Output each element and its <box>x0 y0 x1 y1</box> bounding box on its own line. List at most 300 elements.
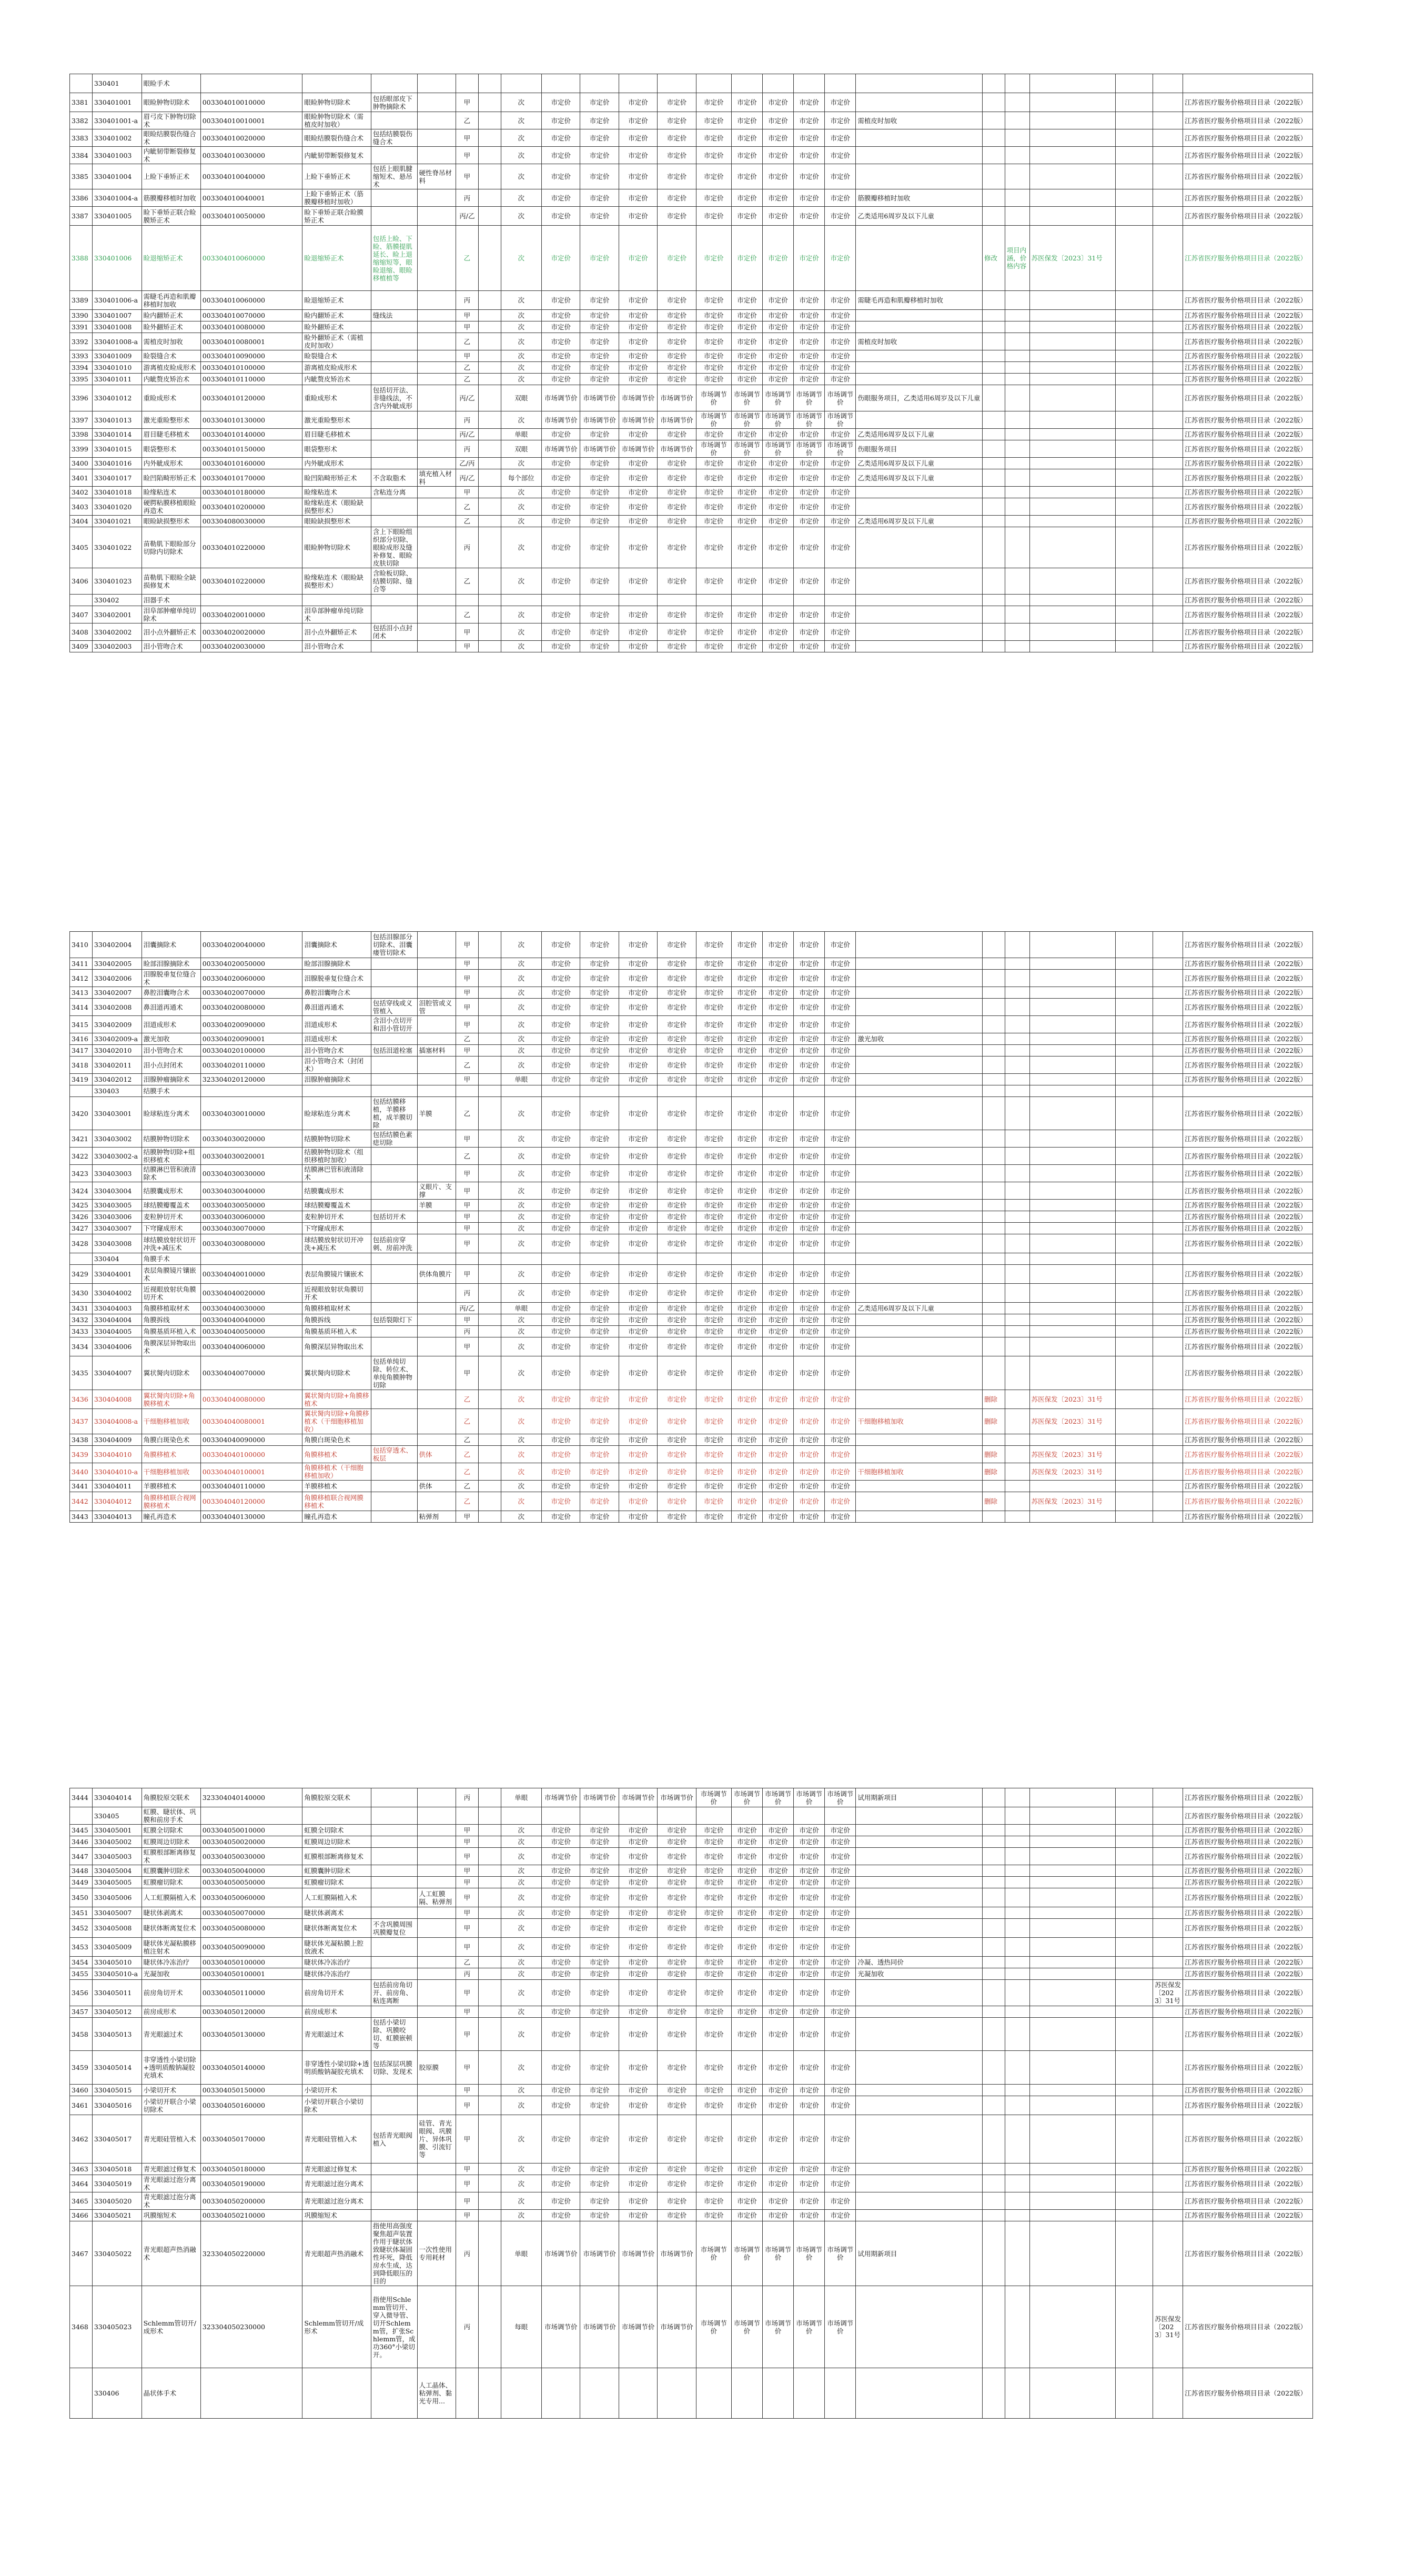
cell-national-code: 003304010200000 <box>200 498 302 516</box>
cell-sub <box>478 2006 501 2018</box>
cell-excluded <box>417 970 456 987</box>
cell-price-i: 市定价 <box>825 1957 856 1968</box>
cell-price-e: 市定价 <box>696 291 731 310</box>
cell-change-content <box>1005 1097 1029 1130</box>
cell-price-c: 市定价 <box>619 207 657 226</box>
table-row <box>70 1314 1313 1326</box>
cell-change <box>982 2018 1005 2051</box>
table-row <box>70 1807 1313 1825</box>
cell-price-h <box>794 74 825 93</box>
cell-price-d <box>658 1085 696 1097</box>
cell-price-b: 市定价 <box>580 2085 619 2096</box>
cell-price-i: 市定价 <box>825 2006 856 2018</box>
cell-extra-b <box>1153 1390 1183 1409</box>
cell-change-content <box>1005 1182 1029 1200</box>
cell-extra-b <box>1153 1434 1183 1446</box>
cell-price-d: 市定价 <box>658 1463 696 1481</box>
cell-document <box>1029 2221 1115 2286</box>
cell-price-b: 市定价 <box>580 623 619 641</box>
cell-price-d <box>658 2368 696 2419</box>
cell-price-a: 市定价 <box>542 469 580 487</box>
cell-price-f: 市定价 <box>731 1957 762 1968</box>
cell-catalog-note: 江苏省医疗服务价格项目目录（2022版） <box>1183 527 1313 568</box>
cell-document <box>1029 1016 1115 1033</box>
cell-sub <box>478 527 501 568</box>
cell-price-d: 市场调节价 <box>658 440 696 458</box>
cell-price-h: 市定价 <box>794 350 825 362</box>
cell-finance-name: 需植皮时加收 <box>142 333 200 350</box>
cell-unit <box>501 1253 541 1265</box>
cell-category <box>456 74 478 93</box>
cell-price-d: 市定价 <box>658 1492 696 1511</box>
cell-change-content <box>1005 385 1029 411</box>
cell-document <box>1029 1980 1115 2006</box>
cell-price-d: 市定价 <box>658 1848 696 1865</box>
cell-change <box>982 623 1005 641</box>
cell-national-code: 003304010110000 <box>200 374 302 385</box>
cell-price-f: 市定价 <box>731 1481 762 1492</box>
cell-price-h: 市场调节价 <box>794 2221 825 2286</box>
cell-category: 乙 <box>456 362 478 374</box>
cell-price-f: 市定价 <box>731 1223 762 1234</box>
cell-price-b: 市定价 <box>580 2175 619 2192</box>
cell-extra-a <box>1115 207 1153 226</box>
cell-price-c: 市定价 <box>619 2006 657 2018</box>
cell-price-b <box>580 1807 619 1825</box>
cell-price-i: 市定价 <box>825 1045 856 1056</box>
cell-extra-b <box>1153 1492 1183 1511</box>
cell-price-g: 市场调节价 <box>763 2286 794 2368</box>
cell-seq: 3397 <box>70 411 93 429</box>
cell-change-content <box>1005 2085 1029 2096</box>
cell-sub <box>478 1097 501 1130</box>
cell-change <box>982 1825 1005 1836</box>
cell-unit: 单眼 <box>501 429 541 440</box>
cell-extra-a <box>1115 1130 1153 1148</box>
cell-extra-a <box>1115 2006 1153 2018</box>
cell-price-h: 市定价 <box>794 291 825 310</box>
cell-document <box>1029 2210 1115 2221</box>
cell-sub <box>478 411 501 429</box>
cell-price-h: 市定价 <box>794 1492 825 1511</box>
cell-content <box>371 1303 417 1314</box>
cell-price-c: 市定价 <box>619 1511 657 1523</box>
cell-price-c: 市定价 <box>619 1223 657 1234</box>
cell-sub <box>478 321 501 333</box>
cell-price-h: 市场调节价 <box>794 2286 825 2368</box>
cell-excluded <box>417 321 456 333</box>
cell-extra-b <box>1153 2115 1183 2164</box>
cell-content: 含睑板切除、结膜切除、缝合等 <box>371 568 417 595</box>
cell-price-h: 市定价 <box>794 1848 825 1865</box>
cell-finance-name: 角膜移植联合视网膜移植术 <box>142 1492 200 1511</box>
cell-national-code: 003304020060000 <box>200 970 302 987</box>
cell-content <box>371 1337 417 1356</box>
cell-price-e: 市定价 <box>696 1056 731 1074</box>
cell-extra-a <box>1115 1056 1153 1074</box>
cell-price-a: 市定价 <box>542 1211 580 1223</box>
cell-price-d: 市定价 <box>658 321 696 333</box>
cell-seq: 3455 <box>70 1968 93 1980</box>
cell-sub <box>478 1085 501 1097</box>
cell-category: 甲 <box>456 1907 478 1919</box>
cell-price-d: 市定价 <box>658 1836 696 1848</box>
cell-price-g: 市定价 <box>763 1511 794 1523</box>
table-row <box>70 2368 1313 2419</box>
table-row <box>70 2115 1313 2164</box>
cell-category: 乙 <box>456 498 478 516</box>
cell-price-i: 市定价 <box>825 1888 856 1907</box>
cell-catalog-note: 江苏省医疗服务价格项目目录（2022版） <box>1183 429 1313 440</box>
cell-price-g: 市定价 <box>763 1968 794 1980</box>
cell-finance-name: 虹膜瘤切除术 <box>142 1877 200 1888</box>
cell-document: 苏医保发〔2023〕31号 <box>1029 226 1115 291</box>
cell-price-i <box>825 595 856 606</box>
cell-code: 330404005 <box>92 1326 142 1337</box>
cell-national-name: 泪腺肿瘤摘除术 <box>302 1074 371 1085</box>
cell-document <box>1029 527 1115 568</box>
cell-sub <box>478 641 501 652</box>
cell-price-h: 市定价 <box>794 987 825 999</box>
cell-price-a: 市定价 <box>542 1182 580 1200</box>
cell-category: 丙 <box>456 291 478 310</box>
cell-price-e: 市定价 <box>696 1148 731 1165</box>
cell-seq: 3448 <box>70 1865 93 1877</box>
cell-code: 330401016 <box>92 458 142 469</box>
cell-price-i: 市定价 <box>825 1968 856 1980</box>
cell-extra-a <box>1115 291 1153 310</box>
cell-code: 330401020 <box>92 498 142 516</box>
table-row <box>70 1492 1313 1511</box>
cell-price-b: 市定价 <box>580 207 619 226</box>
cell-excluded <box>417 1919 456 1938</box>
cell-price-b <box>580 1253 619 1265</box>
cell-price-a: 市定价 <box>542 1337 580 1356</box>
cell-content <box>371 333 417 350</box>
cell-price-g: 市定价 <box>763 623 794 641</box>
cell-extra-a <box>1115 1836 1153 1848</box>
cell-seq: 3381 <box>70 93 93 112</box>
cell-price-f: 市定价 <box>731 999 762 1016</box>
cell-code: 330402001 <box>92 606 142 623</box>
cell-national-name: 眼袋整形术 <box>302 440 371 458</box>
cell-price-e: 市定价 <box>696 1045 731 1056</box>
cell-catalog-note: 江苏省医疗服务价格项目目录（2022版） <box>1183 189 1313 207</box>
cell-price-c: 市定价 <box>619 958 657 970</box>
cell-price-c: 市定价 <box>619 1165 657 1182</box>
cell-price-c: 市定价 <box>619 2115 657 2164</box>
cell-national-code: 003304040120000 <box>200 1492 302 1511</box>
cell-price-c: 市定价 <box>619 2192 657 2210</box>
cell-extra-b <box>1153 1085 1183 1097</box>
table-row <box>70 1980 1313 2006</box>
cell-remark: 乙类适用6周岁及以下儿童 <box>856 516 983 527</box>
cell-remark <box>856 527 983 568</box>
cell-change-content <box>1005 970 1029 987</box>
cell-price-g: 市定价 <box>763 207 794 226</box>
cell-price-c <box>619 2368 657 2419</box>
cell-national-name: 睑缘粘连术（眼睑缺损整形术） <box>302 568 371 595</box>
cell-price-g: 市定价 <box>763 1938 794 1957</box>
cell-document <box>1029 469 1115 487</box>
cell-price-g: 市场调节价 <box>763 440 794 458</box>
cell-remark <box>856 999 983 1016</box>
cell-content: 含泪小点切开和泪小管切开 <box>371 1016 417 1033</box>
cell-document <box>1029 333 1115 350</box>
cell-catalog-note: 江苏省医疗服务价格项目目录（2022版） <box>1183 207 1313 226</box>
cell-content: 包括前房角切开、前房角、粘连离断 <box>371 1980 417 2006</box>
cell-price-i: 市定价 <box>825 1303 856 1314</box>
cell-price-f: 市定价 <box>731 1980 762 2006</box>
cell-national-code: 003304010140000 <box>200 429 302 440</box>
cell-unit: 次 <box>501 1409 541 1434</box>
cell-seq: 3425 <box>70 1200 93 1211</box>
cell-price-b: 市定价 <box>580 1957 619 1968</box>
table-row <box>70 333 1313 350</box>
cell-category: 乙 <box>456 226 478 291</box>
cell-code: 330404 <box>92 1253 142 1265</box>
cell-catalog-note: 江苏省医疗服务价格项目目录（2022版） <box>1183 1492 1313 1511</box>
cell-price-a: 市定价 <box>542 1409 580 1434</box>
table-row <box>70 1836 1313 1848</box>
cell-price-g: 市场调节价 <box>763 385 794 411</box>
cell-catalog-note: 江苏省医疗服务价格项目目录（2022版） <box>1183 1865 1313 1877</box>
table-row <box>70 207 1313 226</box>
table-row <box>70 129 1313 147</box>
cell-excluded <box>417 2164 456 2175</box>
cell-code: 330406 <box>92 2368 142 2419</box>
cell-price-e: 市定价 <box>696 1074 731 1085</box>
cell-price-a: 市定价 <box>542 2192 580 2210</box>
cell-document: 苏医保发〔2023〕31号 <box>1029 1463 1115 1481</box>
cell-finance-name: 泪小点封闭术 <box>142 1056 200 1074</box>
cell-price-a: 市定价 <box>542 1957 580 1968</box>
cell-price-f: 市定价 <box>731 321 762 333</box>
cell-excluded <box>417 2006 456 2018</box>
cell-national-code: 003304040110000 <box>200 1481 302 1492</box>
cell-category: 乙 <box>456 606 478 623</box>
cell-national-name: 上睑下垂矫正术（筋膜瓣移植时加收） <box>302 189 371 207</box>
cell-change-content <box>1005 1957 1029 1968</box>
cell-extra-b <box>1153 568 1183 595</box>
cell-unit: 次 <box>501 129 541 147</box>
cell-content: 包括上睑、下睑、筋膜提肌延长、睑上退缩缩短等，眼睑退缩、眼睑移植植等 <box>371 226 417 291</box>
catalog-table <box>69 74 1313 652</box>
cell-content <box>371 641 417 652</box>
cell-extra-a <box>1115 1356 1153 1390</box>
cell-code: 330401003 <box>92 147 142 164</box>
cell-price-h: 市定价 <box>794 1907 825 1919</box>
cell-change <box>982 1957 1005 1968</box>
cell-price-f: 市定价 <box>731 2115 762 2164</box>
cell-unit: 次 <box>501 1016 541 1033</box>
cell-content: 包括穿线或义管植入 <box>371 999 417 1016</box>
cell-sub <box>478 1848 501 1865</box>
cell-unit: 次 <box>501 487 541 498</box>
cell-code: 330402007 <box>92 987 142 999</box>
cell-category: 甲 <box>456 2051 478 2085</box>
cell-finance-name: 瞳孔再造术 <box>142 1511 200 1523</box>
cell-price-g: 市定价 <box>763 2051 794 2085</box>
cell-change-content: 项目内涵，价格内容 <box>1005 226 1029 291</box>
cell-seq: 3390 <box>70 310 93 321</box>
cell-document <box>1029 1074 1115 1085</box>
cell-price-d: 市定价 <box>658 1390 696 1409</box>
cell-extra-b <box>1153 1097 1183 1130</box>
cell-price-a <box>542 1807 580 1825</box>
cell-price-i: 市场调节价 <box>825 385 856 411</box>
cell-price-g <box>763 2368 794 2419</box>
cell-extra-b <box>1153 2006 1183 2018</box>
cell-extra-b <box>1153 2368 1183 2419</box>
cell-remark: 需睫毛再造和肌瓣移植时加收 <box>856 291 983 310</box>
cell-change-content <box>1005 1463 1029 1481</box>
cell-price-e: 市定价 <box>696 147 731 164</box>
cell-price-a <box>542 2368 580 2419</box>
cell-price-d: 市定价 <box>658 350 696 362</box>
cell-price-i: 市定价 <box>825 2164 856 2175</box>
cell-document <box>1029 2164 1115 2175</box>
cell-price-f: 市定价 <box>731 2096 762 2115</box>
cell-extra-b <box>1153 429 1183 440</box>
cell-price-f: 市定价 <box>731 2192 762 2210</box>
cell-price-c: 市定价 <box>619 1265 657 1284</box>
cell-change-content <box>1005 987 1029 999</box>
cell-price-f: 市定价 <box>731 1211 762 1223</box>
cell-seq: 3414 <box>70 999 93 1016</box>
cell-price-d: 市定价 <box>658 1130 696 1148</box>
cell-price-a: 市定价 <box>542 458 580 469</box>
cell-price-d: 市场调节价 <box>658 411 696 429</box>
cell-price-e: 市场调节价 <box>696 1788 731 1807</box>
cell-price-h: 市定价 <box>794 1211 825 1223</box>
cell-change <box>982 2006 1005 2018</box>
cell-remark <box>856 1253 983 1265</box>
cell-extra-a <box>1115 321 1153 333</box>
cell-national-code: 003304030020001 <box>200 1148 302 1165</box>
cell-seq: 3418 <box>70 1056 93 1074</box>
cell-price-f: 市定价 <box>731 1877 762 1888</box>
cell-change-content <box>1005 623 1029 641</box>
cell-remark <box>856 2286 983 2368</box>
cell-price-b: 市定价 <box>580 189 619 207</box>
cell-price-e: 市定价 <box>696 1836 731 1848</box>
cell-extra-b <box>1153 1033 1183 1045</box>
cell-price-h: 市定价 <box>794 147 825 164</box>
cell-category: 甲 <box>456 2175 478 2192</box>
cell-code: 330404014 <box>92 1788 142 1807</box>
cell-seq: 3456 <box>70 1980 93 2006</box>
cell-content <box>371 374 417 385</box>
table-row <box>70 487 1313 498</box>
cell-price-d: 市定价 <box>658 487 696 498</box>
cell-finance-name: 小梁切开术 <box>142 2085 200 2096</box>
cell-category: 甲 <box>456 487 478 498</box>
cell-sub <box>478 112 501 129</box>
cell-extra-a <box>1115 999 1153 1016</box>
cell-content <box>371 1056 417 1074</box>
cell-excluded: 填充植入材料 <box>417 469 456 487</box>
cell-change <box>982 606 1005 623</box>
cell-national-name: 结膜肿物切除术 <box>302 1130 371 1148</box>
cell-sub <box>478 1314 501 1326</box>
cell-finance-name: 睫状体光凝粘膜移植注射术 <box>142 1938 200 1957</box>
cell-code: 330404003 <box>92 1303 142 1314</box>
cell-national-name: 眼睑缺损整形术 <box>302 516 371 527</box>
cell-price-d: 市定价 <box>658 2006 696 2018</box>
cell-national-code: 003304050150000 <box>200 2085 302 2096</box>
table-row <box>70 458 1313 469</box>
cell-price-e <box>696 2368 731 2419</box>
cell-extra-a <box>1115 2192 1153 2210</box>
cell-extra-b <box>1153 1877 1183 1888</box>
cell-document <box>1029 1511 1115 1523</box>
cell-price-c: 市定价 <box>619 1825 657 1836</box>
cell-category: 甲 <box>456 2115 478 2164</box>
cell-content <box>371 1284 417 1303</box>
cell-change-content <box>1005 2164 1029 2175</box>
cell-sub <box>478 291 501 310</box>
cell-price-f: 市定价 <box>731 1303 762 1314</box>
cell-category: 甲 <box>456 1877 478 1888</box>
cell-category: 甲 <box>456 1836 478 1848</box>
cell-catalog-note: 江苏省医疗服务价格项目目录（2022版） <box>1183 1481 1313 1492</box>
cell-finance-name: 角膜胶原交联术 <box>142 1788 200 1807</box>
cell-price-h: 市场调节价 <box>794 385 825 411</box>
cell-extra-b: 苏医保发〔2023〕31号 <box>1153 2286 1183 2368</box>
cell-category: 乙 <box>456 112 478 129</box>
cell-price-h <box>794 2368 825 2419</box>
cell-extra-a <box>1115 458 1153 469</box>
cell-extra-a <box>1115 1165 1153 1182</box>
cell-excluded <box>417 595 456 606</box>
cell-price-i: 市定价 <box>825 1130 856 1148</box>
cell-document <box>1029 458 1115 469</box>
cell-price-g: 市定价 <box>763 147 794 164</box>
table-row <box>70 568 1313 595</box>
cell-category: 甲 <box>456 1200 478 1211</box>
cell-content <box>371 1492 417 1511</box>
cell-price-g: 市定价 <box>763 1165 794 1182</box>
cell-extra-b <box>1153 1130 1183 1148</box>
cell-seq: 3429 <box>70 1265 93 1284</box>
cell-extra-b <box>1153 1326 1183 1337</box>
cell-catalog-note: 江苏省医疗服务价格项目目录（2022版） <box>1183 1165 1313 1182</box>
cell-unit: 次 <box>501 350 541 362</box>
cell-content <box>371 2085 417 2096</box>
cell-document <box>1029 2096 1115 2115</box>
cell-finance-name: 鼻泪道再通术 <box>142 999 200 1016</box>
table-row <box>70 321 1313 333</box>
cell-price-h: 市场调节价 <box>794 1788 825 1807</box>
cell-price-c: 市定价 <box>619 1865 657 1877</box>
cell-price-f <box>731 74 762 93</box>
cell-excluded: 供体 <box>417 1446 456 1463</box>
cell-catalog-note: 江苏省医疗服务价格项目目录（2022版） <box>1183 1200 1313 1211</box>
cell-change-content <box>1005 1223 1029 1234</box>
cell-finance-name: 苗勒肌下眼睑部分切除内切除术 <box>142 527 200 568</box>
cell-catalog-note: 江苏省医疗服务价格项目目录（2022版） <box>1183 1314 1313 1326</box>
cell-national-code: 003304050200000 <box>200 2192 302 2210</box>
cell-price-b: 市定价 <box>580 987 619 999</box>
cell-document <box>1029 999 1115 1016</box>
cell-code: 330401007 <box>92 310 142 321</box>
cell-code: 330401004 <box>92 164 142 189</box>
cell-remark <box>856 1511 983 1523</box>
cell-category: 甲 <box>456 932 478 958</box>
cell-extra-b <box>1153 1938 1183 1957</box>
cell-seq: 3432 <box>70 1314 93 1326</box>
